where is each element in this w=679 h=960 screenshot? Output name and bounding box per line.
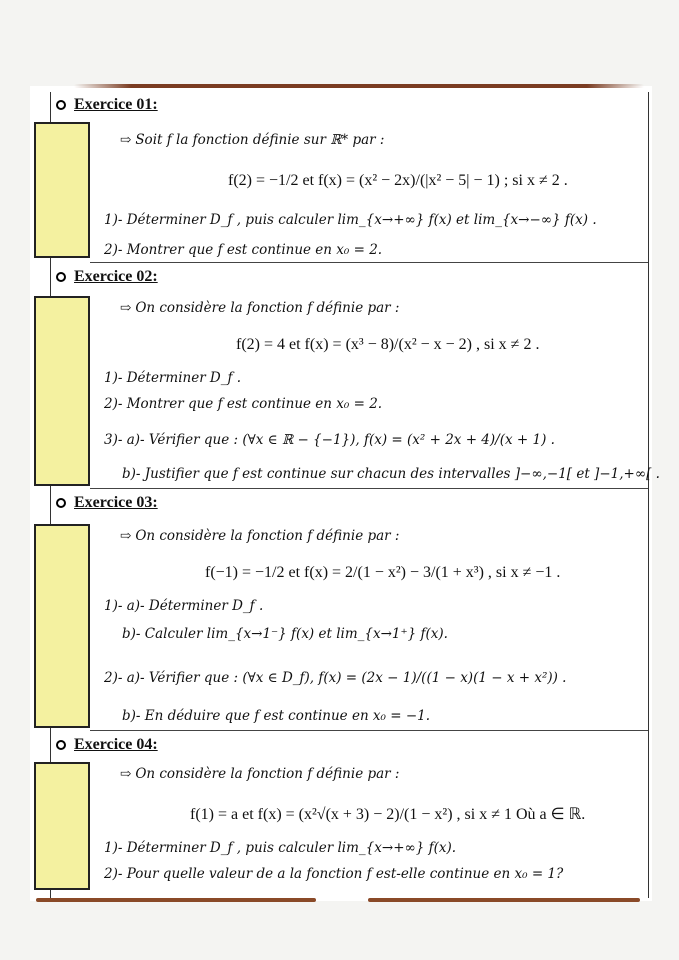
exercise-2-question-3a: 3)- a)- Vérifier que : (∀x ∈ ℝ − {−1}), f(x) = (x² + 2x + 4)/(x + 1) . (104, 432, 555, 448)
exercise-3-question-2a: 2)- a)- Vérifier que : (∀x ∈ D_f), f(x) = (2x − 1)/((1 − x)(1 − x + x²)) . (104, 670, 567, 686)
arrow-icon: ⇨ (120, 300, 132, 316)
exercise-3-title: Exercice 03: (74, 494, 158, 511)
exercise-1-question-2: 2)- Montrer que f est continue en x₀ = 2. (104, 242, 383, 258)
exercise-3-question-1b: b)- Calculer lim_{x→1⁻} f(x) et lim_{x→1⁺} f(x). (122, 626, 448, 642)
divider (90, 262, 648, 263)
exercise-1-formula: f(2) = −1/2 et f(x) = (x² − 2x)/(|x² − 5| − 1) ; si x ≠ 2 . (228, 172, 568, 189)
exercise-2-intro: ⇨ On considère la fonction f définie par : (120, 300, 400, 316)
exercise-1-heading (56, 94, 158, 116)
exercise-3-margin-box (34, 524, 90, 728)
top-divider (74, 84, 644, 88)
exercise-2-heading (56, 266, 158, 288)
exercise-2-title: Exercice 02: (74, 268, 158, 285)
divider (90, 730, 648, 731)
bullet-icon (56, 272, 66, 282)
right-border (648, 92, 649, 898)
arrow-icon: ⇨ (120, 132, 132, 148)
arrow-icon: ⇨ (120, 766, 132, 782)
exercise-3-intro: ⇨ On considère la fonction f définie par : (120, 528, 400, 544)
exercise-2-question-1: 1)- Déterminer D_f . (104, 370, 242, 386)
bullet-icon (56, 498, 66, 508)
exercise-3-formula: f(−1) = −1/2 et f(x) = 2/(1 − x²) − 3/(1 + x³) , si x ≠ −1 . (205, 564, 561, 581)
bottom-divider-right (368, 898, 640, 902)
exercise-2-margin-box (34, 296, 90, 486)
exercise-4-margin-box (34, 762, 90, 890)
exercise-4-heading (56, 734, 158, 756)
divider (90, 488, 648, 489)
exercise-1-margin-box (34, 122, 90, 258)
bullet-icon (56, 100, 66, 110)
exercise-1-intro: ⇨ Soit f la fonction définie sur ℝ* par : (120, 132, 385, 148)
exercise-3-question-2b: b)- En déduire que f est continue en x₀ = −1. (122, 708, 431, 724)
exercise-4-question-1: 1)- Déterminer D_f , puis calculer lim_{x→+∞} f(x). (104, 840, 457, 856)
exercise-1-question-1: 1)- Déterminer D_f , puis calculer lim_{x→+∞} f(x) et lim_{x→−∞} f(x) . (104, 212, 597, 228)
bullet-icon (56, 740, 66, 750)
exercise-3-question-1a: 1)- a)- Déterminer D_f . (104, 598, 264, 614)
exercise-4-title: Exercice 04: (74, 736, 158, 753)
exercise-2-question-2: 2)- Montrer que f est continue en x₀ = 2. (104, 396, 383, 412)
arrow-icon: ⇨ (120, 528, 132, 544)
exercise-4-formula: f(1) = a et f(x) = (x²√(x + 3) − 2)/(1 − x²) , si x ≠ 1 Où a ∈ ℝ. (190, 806, 586, 823)
exercise-2-question-3b: b)- Justifier que f est continue sur chacun des intervalles ]−∞,−1[ et ]−1,+∞[ . (122, 466, 660, 482)
exercise-4-intro: ⇨ On considère la fonction f définie par : (120, 766, 400, 782)
exercise-4-question-2: 2)- Pour quelle valeur de a la fonction f est-elle continue en x₀ = 1? (104, 866, 564, 882)
bottom-divider-left (36, 898, 316, 902)
exercise-3-heading (56, 492, 158, 514)
exercise-2-formula: f(2) = 4 et f(x) = (x³ − 8)/(x² − x − 2) , si x ≠ 2 . (236, 336, 540, 353)
exercise-1-title: Exercice 01: (74, 96, 158, 113)
